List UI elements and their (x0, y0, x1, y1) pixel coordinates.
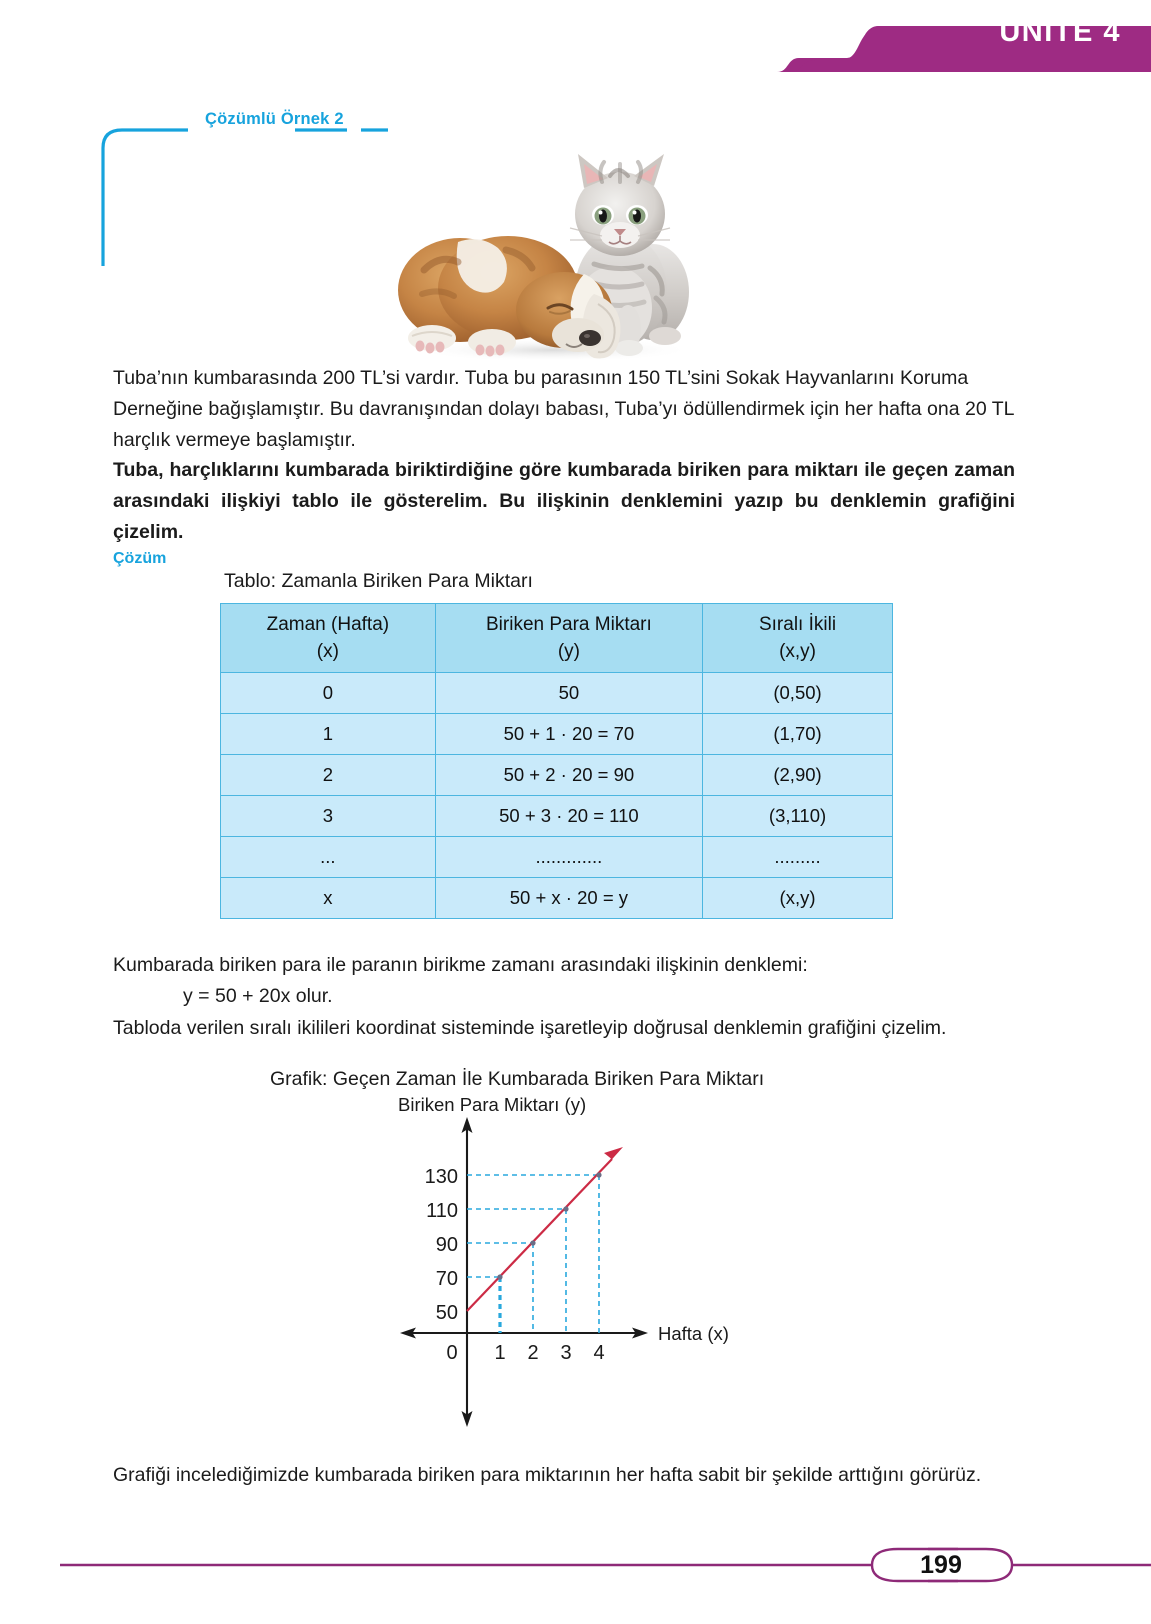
x-axis-label: Hafta (x) (658, 1323, 729, 1344)
cell-xy: (1,70) (703, 714, 893, 755)
table-row (221, 755, 893, 796)
x-tick-0: 0 (446, 1342, 458, 1364)
y-axis-label: Biriken Para Miktarı (y) (398, 1094, 587, 1115)
table-row (221, 673, 893, 714)
table-header-pair (703, 604, 893, 673)
x-tick-2: 2 (527, 1342, 539, 1364)
cell-x: x (221, 878, 436, 919)
y-tick-110: 110 (426, 1200, 458, 1222)
table-header-pair-line2: (x,y) (779, 641, 816, 662)
cell-y: 50 + 2 · 20 = 90 (435, 755, 702, 796)
puppy-and-kitten-photo (388, 122, 708, 360)
cell-x: 2 (221, 755, 436, 796)
x-tick-1: 1 (494, 1342, 506, 1364)
cell-xy: (x,y) (703, 878, 893, 919)
table-header-row (221, 604, 893, 673)
money-over-time-table (220, 603, 893, 919)
vertical-guide-lines (500, 1175, 599, 1333)
plot-instruction-paragraph: Tabloda verilen sıralı ikilileri koordinat sisteminde işaretleyip doğrusal denklemin grafiğini çizelim. (113, 1017, 947, 1039)
y-tick-labels (425, 1166, 458, 1324)
cell-xy: ......... (703, 837, 893, 878)
cell-y: 50 + 3 · 20 = 110 (435, 796, 702, 837)
footer-rule (0, 1545, 1151, 1585)
table-header-pair-line1: Sıralı İkili (758, 614, 837, 635)
table-row (221, 837, 893, 878)
table-header-amount-line2: (y) (557, 641, 580, 662)
cell-xy: (2,90) (703, 755, 893, 796)
solution-label: Çözüm (113, 550, 167, 567)
table-header-amount-line1: Biriken Para Miktarı (486, 614, 652, 635)
x-tick-labels (446, 1342, 604, 1364)
cell-x: 0 (221, 673, 436, 714)
equation-intro-paragraph: Kumbarada biriken para ile paranın birikme zamanı arasındaki ilişkinin denklemi: (113, 954, 808, 976)
x-tick-4: 4 (593, 1342, 605, 1364)
y-tick-50: 50 (435, 1302, 458, 1324)
cell-y: 50 + x · 20 = y (435, 878, 702, 919)
task-paragraph: Tuba, harçlıklarını kumbarada biriktirdiğine göre kumbarada biriken para miktarı ile geçen zaman arasındaki ilişkiyi tablo ile gösterelim. Bu ilişkinin denklemini yazıp bu denklemin grafiğini çizelim. (113, 459, 1015, 543)
x-tick-3: 3 (560, 1342, 572, 1364)
equation-line: y = 50 + 20x olur. (183, 985, 333, 1007)
table-caption: Tablo: Zamanla Biriken Para Miktarı (224, 570, 533, 592)
cell-xy: (0,50) (703, 673, 893, 714)
cell-x: ... (221, 837, 436, 878)
intro-paragraph: Tuba’nın kumbarasında 200 TL’si vardır. Tuba bu parasının 150 TL’sini Sokak Hayvanlarını Koruma Derneğine bağışlamıştır. Bu davranışından dolayı babası, Tuba’yı ödüllendirmek için her hafta ona 20 TL harçlık vermeye başlamıştır. (113, 367, 1014, 451)
linear-graph (380, 1095, 760, 1435)
cell-y: 50 (435, 673, 702, 714)
example-label: Çözümlü Örnek 2 (205, 110, 344, 128)
conclusion-paragraph: Grafiği incelediğimizde kumbarada biriken para miktarının her hafta sabit bir şekilde arttığını görürüz. (113, 1464, 982, 1486)
table-header-time (221, 604, 436, 673)
table-row (221, 878, 893, 919)
y-tick-130: 130 (424, 1166, 458, 1188)
table-row (221, 796, 893, 837)
y-tick-70: 70 (435, 1268, 458, 1290)
example-bracket (100, 108, 430, 268)
unit-label: ÜNİTE 4 (999, 16, 1121, 48)
table-row (221, 714, 893, 755)
cell-xy: (3,110) (703, 796, 893, 837)
y-tick-90: 90 (435, 1234, 458, 1256)
cell-x: 3 (221, 796, 436, 837)
cell-y: 50 + 1 · 20 = 70 (435, 714, 702, 755)
graph-title: Grafik: Geçen Zaman İle Kumbarada Biriken Para Miktarı (270, 1068, 765, 1090)
table-header-time-line1: Zaman (Hafta) (266, 614, 390, 635)
table-header-time-line2: (x) (316, 641, 339, 662)
table-header-amount (435, 604, 702, 673)
cell-x: 1 (221, 714, 436, 755)
page-number: 199 (920, 1551, 962, 1579)
line-series (467, 1159, 612, 1311)
cell-y: ............. (435, 837, 702, 878)
